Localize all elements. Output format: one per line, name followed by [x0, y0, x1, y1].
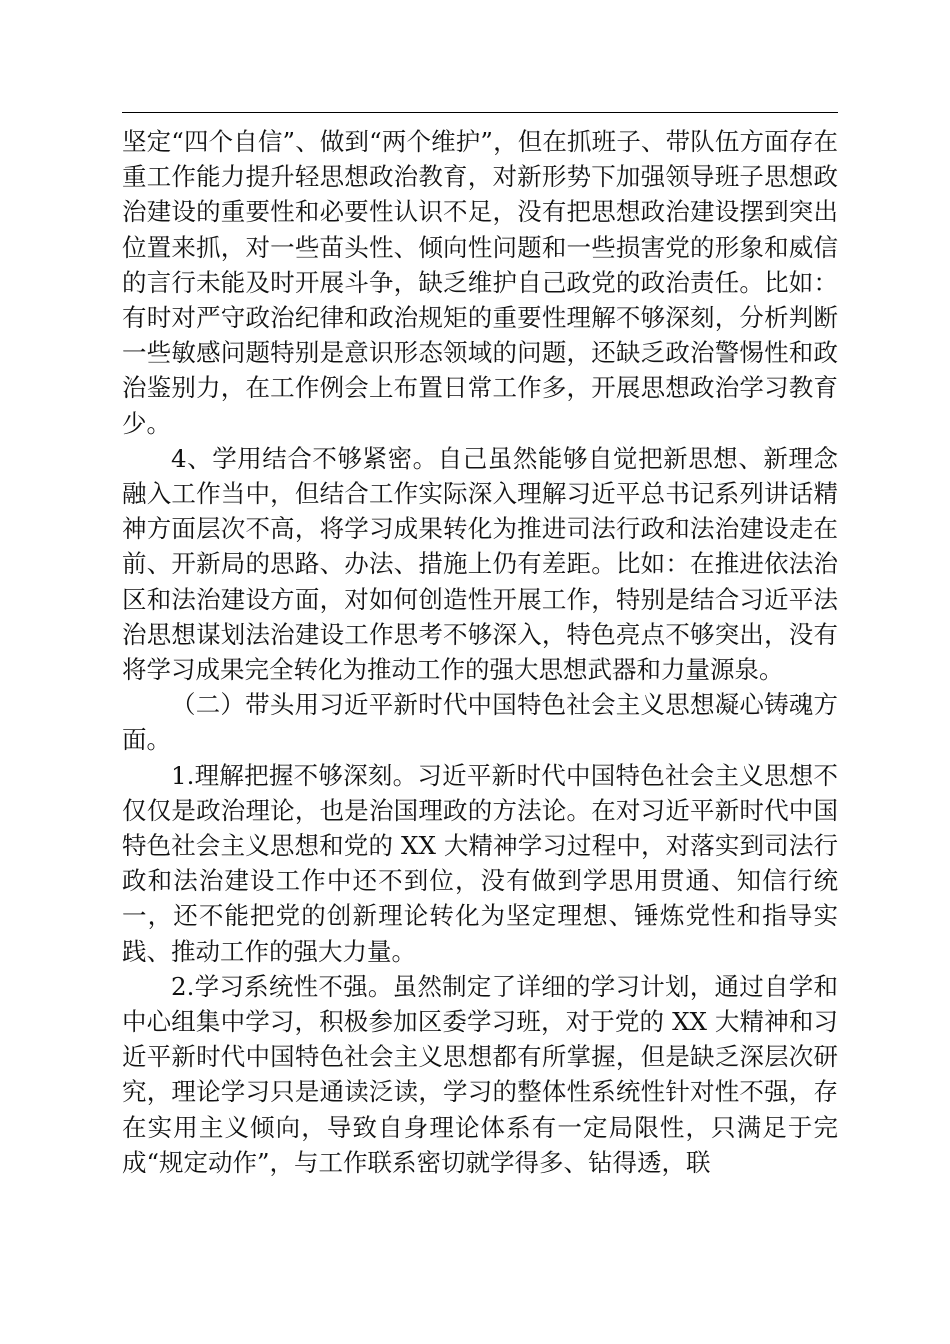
- paragraph-item-1: 1.理解把握不够深刻。习近平新时代中国特色社会主义思想不仅仅是政治理论，也是治国理政的方法论。在对习近平新时代中国特色社会主义思想和党的 XX 大精神学习过程中，对落实到司法行政和法治建设工作中还不到位，没有做到学思用贯通、知信行统一，还不能把党的创新理论转化为坚定理想、锤炼党性和指导实践、推动工作的强大力量。: [122, 760, 838, 966]
- document-body: [122, 124, 838, 1180]
- section-heading-2: （二）带头用习近平新时代中国特色社会主义思想凝心铸魂方面。: [122, 690, 838, 755]
- paragraph-item-2: 2.学习系统性不强。虽然制定了详细的学习计划，通过自学和中心组集中学习，积极参加区委学习班，对于党的 XX 大精神和习近平新时代中国特色社会主义思想都有所掌握，但是缺乏深层次研究，理论学习只是通读泛读，学习的整体性系统性针对性不强，存在实用主义倾向，导致自身理论体系有一定局限性，只满足于完成“规定动作”，与工作联系密切就学得多、钻得透，联: [122, 971, 838, 1177]
- paragraph-continuation: 坚定“四个自信”、做到“两个维护”，但在抓班子、带队伍方面存在重工作能力提升轻思想政治教育，对新形势下加强领导班子思想政治建设的重要性和必要性认识不足，没有把思想政治建设摆到突出位置来抓，对一些苗头性、倾向性问题和一些损害党的形象和威信的言行未能及时开展斗争，缺乏维护自己政党的政治责任。比如：有时对严守政治纪律和政治规矩的重要性理解不够深刻，分析判断一些敏感问题特别是意识形态领域的问题，还缺乏政治警惕性和政治鉴别力，在工作例会上布置日常工作多，开展思想政治学习教育少。: [122, 127, 838, 438]
- header-rule: [122, 112, 838, 113]
- paragraph-item-4: 4、学用结合不够紧密。自己虽然能够自觉把新思想、新理念融入工作当中，但结合工作实际深入理解习近平总书记系列讲话精神方面层次不高，将学习成果转化为推进司法行政和法治建设走在前、开新局的思路、办法、措施上仍有差距。比如：在推进依法治区和法治建设方面，对如何创造性开展工作，特别是结合习近平法治思想谋划法治建设工作思考不够深入，特色亮点不够突出，没有将学习成果完全转化为推动工作的强大思想武器和力量源泉。: [122, 443, 838, 685]
